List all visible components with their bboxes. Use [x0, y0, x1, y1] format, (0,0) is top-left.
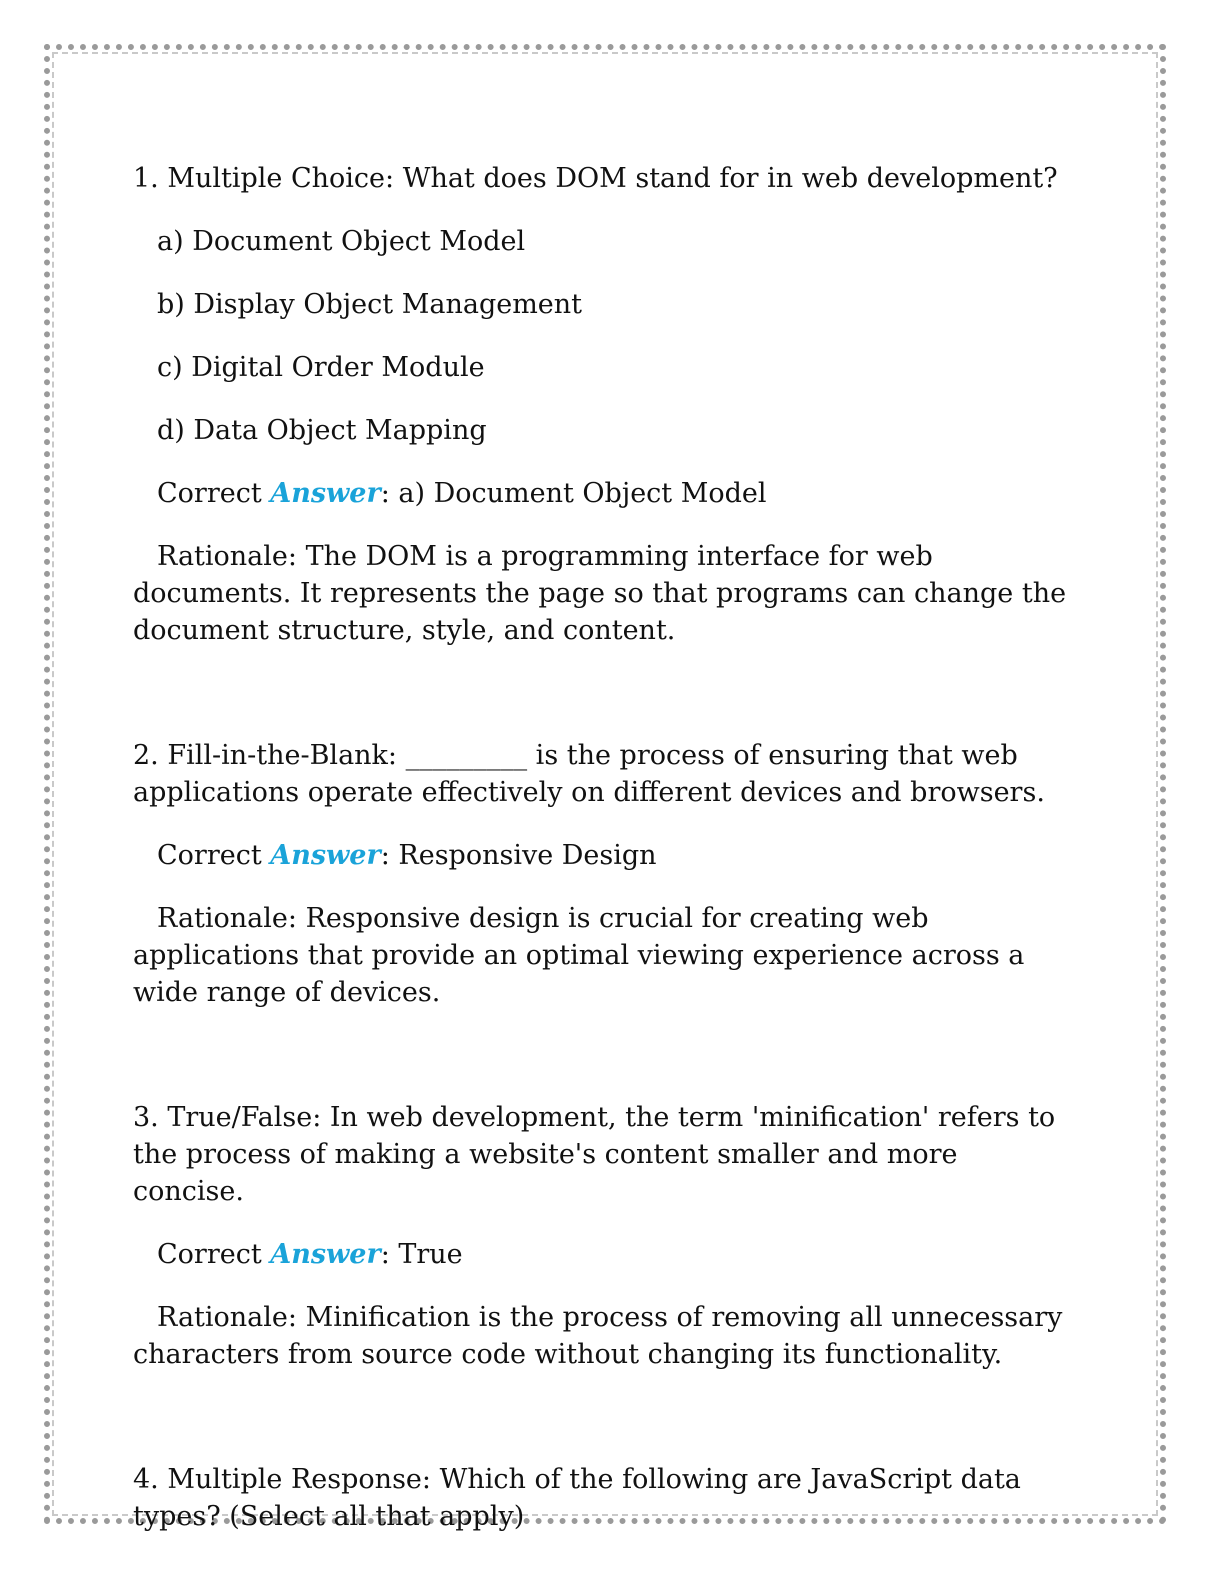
document-content: [133, 160, 1068, 1561]
question-1-prompt: 1. Multiple Choice: What does DOM stand for in web development?: [133, 163, 1058, 194]
question-spacer: [133, 1399, 1068, 1461]
question-4-prompt: 4. Multiple Response: Which of the following are JavaScript data types? (Select all that apply): [133, 1464, 1021, 1532]
question-1-rationale: [133, 538, 1068, 649]
question-1: [133, 160, 1068, 649]
rationale-text: Rationale: Minification is the process of removing all unnecessary characters from source code without changing its functionality.: [133, 1302, 1063, 1370]
answer-keyword: Answer: [270, 478, 381, 509]
answer-value: : a) Document Object Model: [380, 478, 767, 509]
question-2-rationale: [133, 900, 1068, 1011]
answer-keyword: Answer: [270, 1239, 381, 1270]
rationale-text: Rationale: Responsive design is crucial for creating web applications that provide an optimal viewing experience across a wide range of devices.: [133, 903, 1025, 1008]
answer-keyword: Answer: [270, 840, 381, 871]
answer-value: : Responsive Design: [380, 840, 657, 871]
question-1-option-a: a) Document Object Model: [157, 226, 526, 257]
question-1-option-b: b) Display Object Management: [157, 289, 583, 320]
question-1-option-c: c) Digital Order Module: [157, 352, 485, 383]
question-3-correct-answer: [133, 1236, 1068, 1273]
question-spacer: [133, 675, 1068, 737]
answer-prefix: Correct: [157, 478, 271, 509]
answer-value: : True: [380, 1239, 463, 1270]
question-2: [133, 737, 1068, 1011]
question-1-option-d: d) Data Object Mapping: [157, 415, 487, 446]
question-2-correct-answer: [133, 837, 1068, 874]
question-4: [133, 1461, 1068, 1535]
question-2-prompt: 2. Fill-in-the-Blank: _________ is the process of ensuring that web applications operate effectively on different devices and browsers.: [133, 740, 1045, 808]
question-3-prompt: 3. True/False: In web development, the term 'minification' refers to the process of making a website's content smaller and more concise.: [133, 1102, 1056, 1207]
answer-prefix: Correct: [157, 1239, 271, 1270]
answer-prefix: Correct: [157, 840, 271, 871]
question-3-rationale: [133, 1299, 1068, 1373]
question-spacer: [133, 1037, 1068, 1099]
question-3: [133, 1099, 1068, 1373]
rationale-text: Rationale: The DOM is a programming interface for web documents. It represents the page so that programs can change the document structure, style, and content.: [133, 541, 1067, 646]
question-1-correct-answer: [133, 475, 1068, 512]
